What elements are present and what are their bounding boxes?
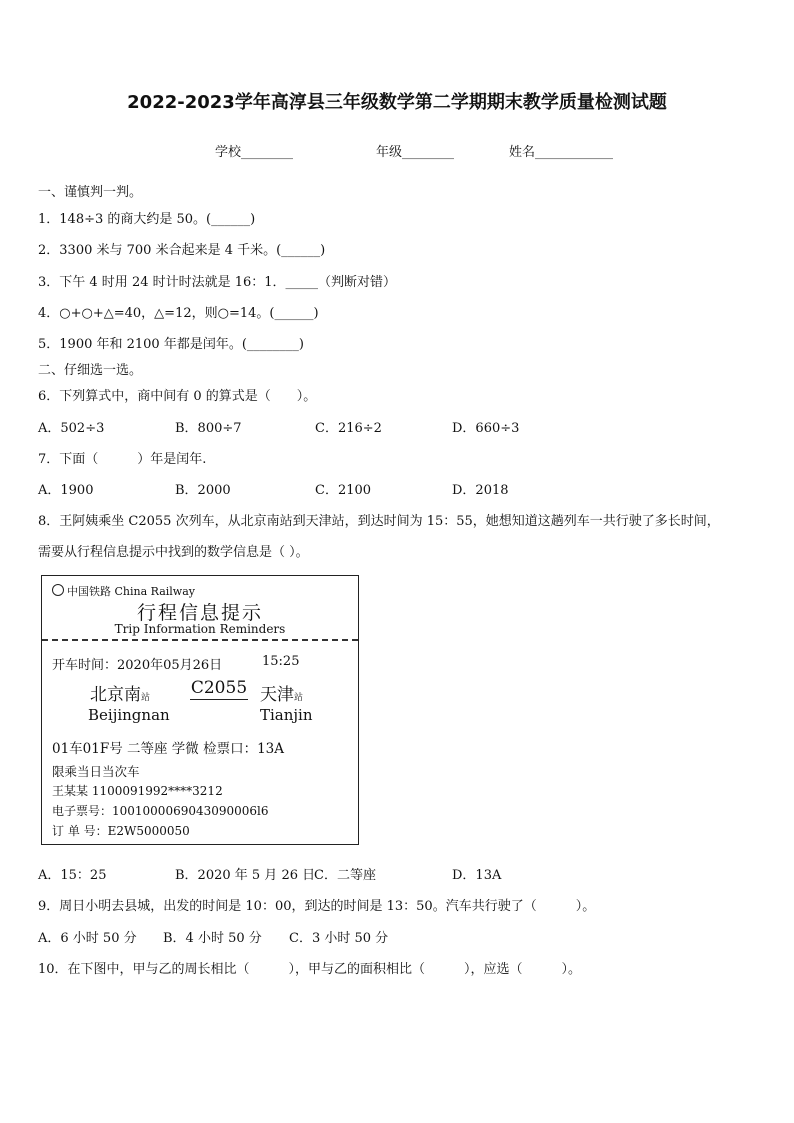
ticket-limit: 限乘当日当次车: [52, 764, 140, 779]
school-field: 学校________: [215, 145, 294, 160]
ticket-from-cn: 北京南站: [90, 685, 151, 705]
q8-option-b: B．2020 年 5 月 26 日: [175, 868, 316, 883]
ticket-from-en: Beijingnan: [88, 706, 170, 724]
q8-option-a: A．15：25: [38, 868, 107, 883]
q7-option-d: D．2018: [452, 483, 509, 498]
q6-option-d: D．660÷3: [452, 421, 520, 436]
railway-logo-icon: [52, 584, 64, 596]
question-8-line-2: 需要从行程信息提示中找到的数学信息是（ ）。: [38, 545, 309, 560]
ticket-depart-label: 开车时间：2020年05月26日: [52, 658, 223, 673]
question-8-line-1: 8．王阿姨乘坐 C2055 次列车，从北京南站到天津站，到达时间为 15：55，她想知道这趟列车一共行驶了多长时间，: [38, 514, 720, 529]
ticket-divider: [42, 639, 358, 641]
question-2: 2．3300 米与 700 米合起来是 4 千米。(______): [38, 243, 326, 258]
name-field: 姓名____________: [509, 145, 614, 160]
question-5: 5．1900 年和 2100 年都是闰年。(________): [38, 337, 304, 352]
q6-option-c: C．216÷2: [315, 421, 382, 436]
q6-option-a: A．502÷3: [38, 421, 105, 436]
question-1: 1．148÷3 的商大约是 50。(______): [38, 212, 256, 227]
ticket-passenger: 王某某 1100091992****3212: [52, 784, 223, 798]
ticket-train-number: C2055: [190, 678, 248, 698]
q9-option-a: A．6 小时 50 分: [38, 931, 137, 946]
section-2-heading: 二、仔细选一选。: [38, 363, 143, 378]
question-7: 7．下面（ ）年是闰年.: [38, 452, 207, 467]
q9-option-c: C．3 小时 50 分: [289, 931, 389, 946]
q7-option-a: A．1900: [38, 483, 94, 498]
page-title: 2022-2023学年高淳县三年级数学第二学期期末教学质量检测试题: [127, 92, 667, 113]
ticket-brand: 中国铁路 China Railway: [67, 585, 195, 598]
q6-option-b: B．800÷7: [175, 421, 242, 436]
grade-field: 年级________: [376, 145, 455, 160]
ticket-to-cn: 天津站: [260, 685, 304, 705]
ticket-heading-cn: 行程信息提示: [136, 602, 263, 624]
question-10: 10．在下图中，甲与乙的周长相比（ ），甲与乙的面积相比（ ），应选（ ）。: [38, 962, 582, 977]
ticket-order-number: 订 单 号：E2W5000050: [52, 824, 190, 838]
question-6: 6．下列算式中，商中间有 0 的算式是（ ）。: [38, 389, 317, 404]
question-9: 9．周日小明去县城，出发的时间是 10：00，到达的时间是 13：50。汽车共行驶了（ ）。: [38, 899, 596, 914]
section-1-heading: 一、谨慎判一判。: [38, 185, 143, 200]
ticket-to-en: Tianjin: [260, 706, 313, 724]
q8-option-d: D．13A: [452, 868, 502, 883]
question-4: 4．○+○+△=40，△=12，则○=14。(______): [38, 306, 319, 321]
q7-option-b: B．2000: [175, 483, 231, 498]
trip-ticket-image: [41, 575, 359, 845]
q8-option-c: C．二等座: [314, 868, 376, 883]
ticket-heading-en: Trip Information Reminders: [114, 622, 286, 636]
q9-option-b: B．4 小时 50 分: [163, 931, 262, 946]
ticket-depart-time: 15:25: [262, 654, 300, 669]
ticket-eticket-number: 电子票号：1001000069043090006l6: [52, 804, 269, 818]
q7-option-c: C．2100: [315, 483, 372, 498]
question-3: 3．下午 4 时用 24 时计时法就是 16：1．_____（判断对错）: [38, 275, 397, 290]
ticket-seat-info: 01车01F号 二等座 学微 检票口：13A: [52, 741, 285, 757]
